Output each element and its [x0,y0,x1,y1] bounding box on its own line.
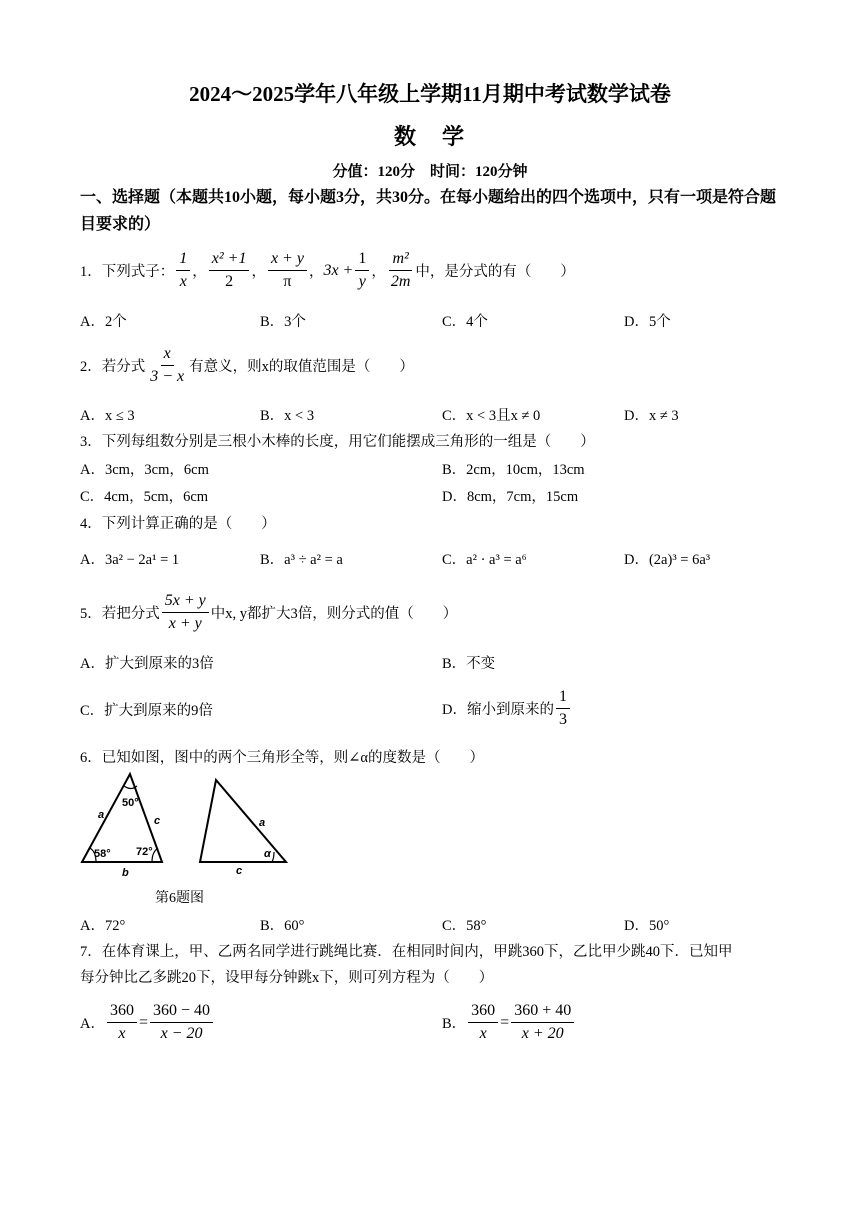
question-7-line-1: 7．在体育课上，甲、乙两名同学进行跳绳比赛．在相同时间内，甲跳360下，乙比甲少跳40下．已知甲 [80,944,733,960]
q1-fraction-2 [209,248,250,293]
q1-f1-den: x [179,273,187,290]
q7-a-label: A． [80,1016,105,1032]
q7-option-b [442,1000,576,1045]
q4-option-b: B．a³ ÷ a² = a [260,552,343,568]
q1-f4-num: 1 [355,248,369,271]
q3-option-c: C．4cm，5cm，6cm [80,489,209,505]
q7-a-rden: x − 20 [160,1025,203,1042]
q5-d-num: 1 [556,686,570,709]
q2-option-d: D．x ≠ 3 [624,408,679,424]
q5-den: x + y [168,615,202,632]
question-3: 3．下列每组数分别是三根小木棒的长度，用它们能摆成三角形的一组是（ ） [80,434,595,450]
triangle-2 [200,780,286,862]
q1-f5-den: 2m [390,273,411,290]
q7-b-label: B． [442,1016,467,1032]
q7-a-right-fraction [150,1000,213,1045]
q5-option-d [442,686,572,731]
q7-b-lnum: 360 [468,1000,498,1023]
q1-fraction-4 [355,248,369,293]
q7-a-lden: x [118,1025,126,1042]
q1-fraction-3 [268,248,307,293]
q6-figure-caption: 第6题图 [155,891,204,906]
q7-b-eq: = [500,1013,510,1031]
exam-meta: 分值：120分 时间：120分钟 [332,164,528,180]
q1-option-c: C．4个 [442,314,488,330]
q5-num: 5x + y [162,590,209,613]
t1-side-c-label: c [154,815,161,827]
q6-option-a: A．72° [80,918,126,934]
t2-angle-arc [272,852,274,862]
q6-figure [78,770,298,880]
q5-fraction [162,590,209,635]
q2-den: 3 − x [150,368,185,385]
t2-angle-label: α [264,848,271,860]
q4-option-a: A．3a² − 2a¹ = 1 [80,552,180,568]
t2-side-a-label: a [259,817,266,829]
q6-option-c: C．58° [442,918,487,934]
q3-option-d: D．8cm，7cm，15cm [442,489,579,505]
q3-option-b: B．2cm，10cm，13cm [442,462,585,478]
t1-angle-right-label: 72° [136,846,153,858]
exam-title: 2024～2025学年八年级上学期11月期中考试数学试卷 [189,82,671,106]
q1-f5-num: m² [389,248,411,271]
q7-b-rden: x + 20 [521,1025,564,1042]
q6-option-d: D．50° [624,918,670,934]
q7-option-a [80,1000,215,1045]
q1-option-b: B．3个 [260,314,306,330]
question-5 [80,590,457,635]
q7-a-lnum: 360 [107,1000,137,1023]
q7-b-rnum: 360 + 40 [511,1000,574,1023]
q2-fraction [147,343,187,388]
q4-option-d: D．(2a)³ = 6a³ [624,552,711,568]
q1-f3-num: x + y [268,248,307,271]
q2-prefix: 2．若分式 [80,359,146,375]
q4-option-c: C．a² · a³ = a⁶ [442,552,527,568]
q5-d-den: 3 [558,711,567,728]
q5-option-d-text: D．缩小到原来的 [442,702,554,718]
q2-num: x [161,343,174,366]
q3-option-a: A．3cm，3cm，6cm [80,462,209,478]
q5-option-a: A．扩大到原来的3倍 [80,656,214,672]
question-1: 1．下列式子： $\frac{1}{x}$ ， $\frac{\text{x² +1}}{2}$ ， $\frac{x + y}{\pi}$ ， 3x + $\frac{1}{y}$ ， $\frac{\text{m²}}{2m}$ 中，是分式的有（ ） [80,248,575,293]
q1-f2-num: x² +1 [209,248,250,271]
q1-suffix: 中，是分式的有（ ） [415,264,575,280]
q1-f3-den: π [283,273,292,290]
q5-option-b: B．不变 [442,656,496,672]
q2-suffix: 有意义，则x的取值范围是（ ） [189,359,414,375]
q7-b-lden: x [479,1025,487,1042]
t2-side-c-label: c [236,865,243,877]
q5-suffix: 中x, y都扩大3倍，则分式的值（ ） [210,606,458,622]
q5-prefix: 5．若把分式 [80,606,160,622]
q2-option-a: A．x ≤ 3 [80,408,135,424]
q1-f2-den: 2 [225,273,234,290]
question-2 [80,343,414,388]
q6-option-b: B．60° [260,918,305,934]
subject-heading: 数 学 [393,124,466,149]
q1-f1-num: 1 [176,248,190,271]
q1-fraction-1 [176,248,190,293]
question-6: 6．已知如图，图中的两个三角形全等，则∠α的度数是（ ） [80,750,484,766]
q2-option-b: B．x < 3 [260,408,315,424]
q7-b-left-fraction [468,1000,498,1045]
section-heading: 一、选择题（本题共10小题，每小题3分，共30分。在每小题给出的四个选项中，只有一项是符合题目要求的） [80,189,777,233]
q7-a-left-fraction [107,1000,137,1045]
q1-fraction-5 [388,248,414,293]
q7-a-eq: = [138,1013,149,1031]
t1-side-a-label: a [98,809,105,821]
t1-angle-left-label: 58° [94,848,111,860]
q2-option-c: C．x < 3且x ≠ 0 [442,408,541,424]
q1-option-a: A．2个 [80,314,127,330]
question-4: 4．下列计算正确的是（ ） [80,516,276,532]
q7-b-right-fraction [511,1000,574,1045]
q5-option-c: C．扩大到原来的9倍 [80,703,213,719]
q7-a-rnum: 360 − 40 [150,1000,213,1023]
question-7-line-2: 每分钟比乙多跳20下，设甲每分钟跳x下，则可列方程为（ ） [80,970,494,986]
q1-f4-pre: 3x + [323,261,354,279]
q5-option-d-fraction [556,686,570,731]
q1-option-d: D．5个 [624,314,671,330]
t1-side-b-label: b [122,867,129,879]
q1-f4-den: y [358,273,366,290]
q1-prefix: 1．下列式子： [80,264,175,280]
t1-angle-top-label: 50° [122,797,139,809]
